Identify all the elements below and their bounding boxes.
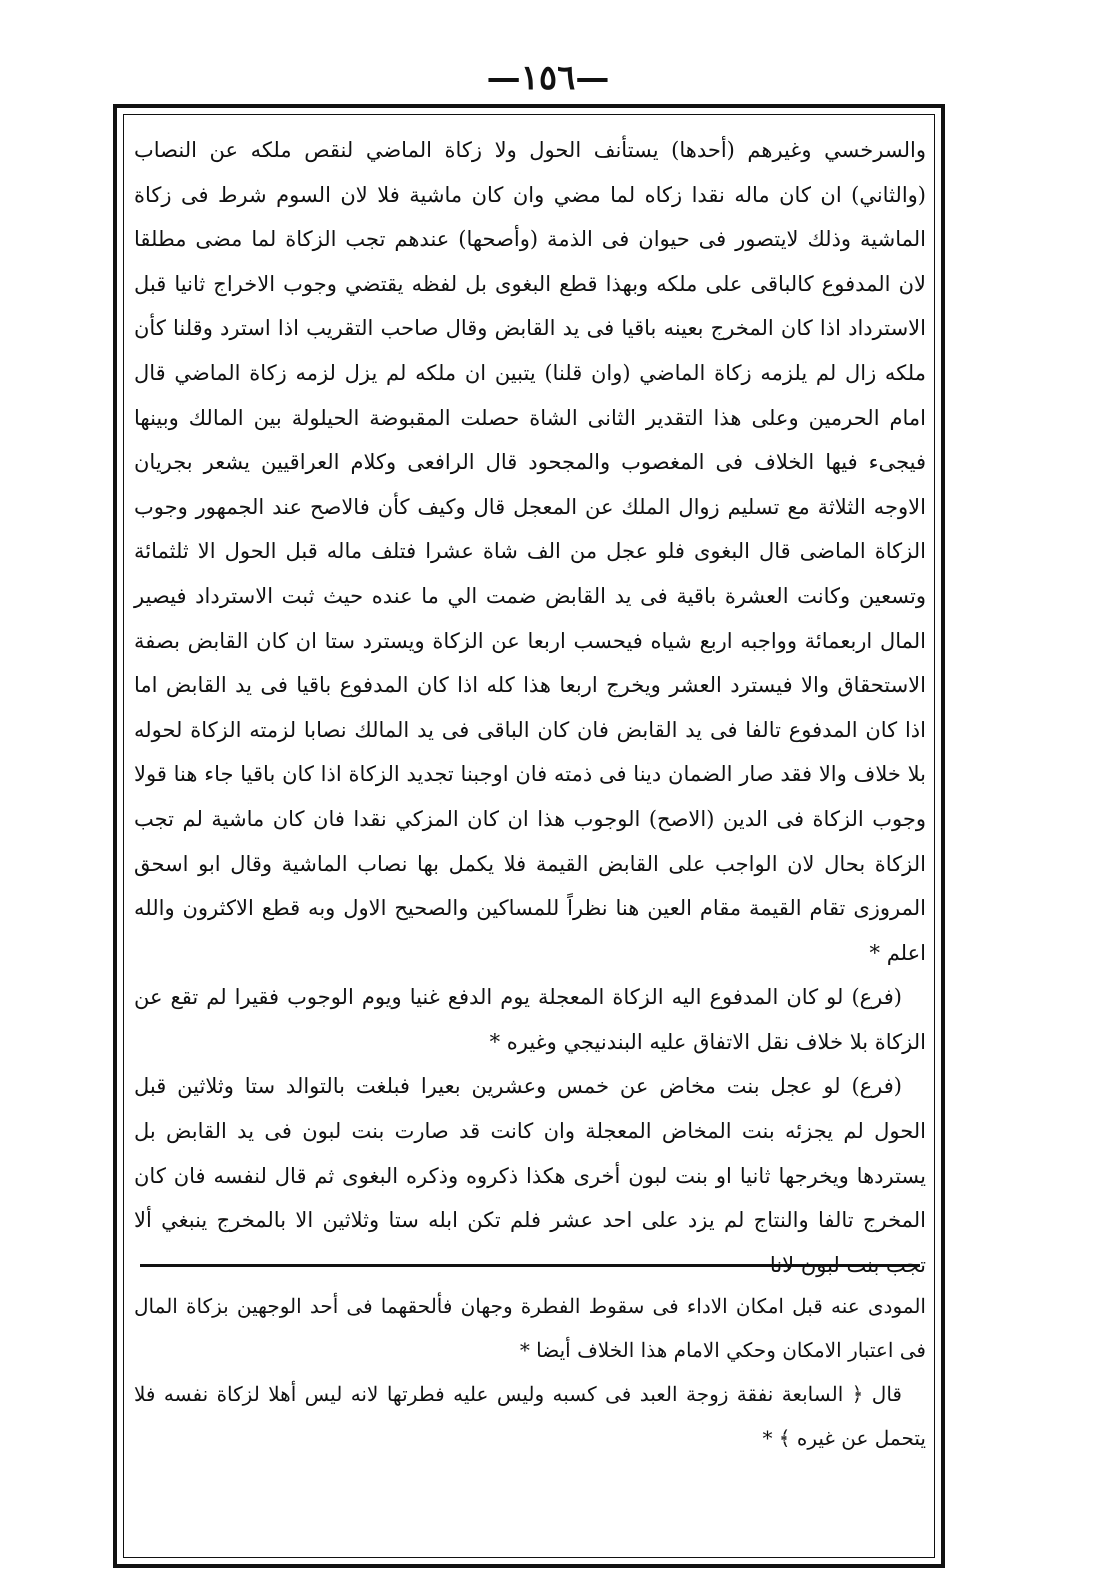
main-text — [134, 128, 926, 1287]
main-paragraph: (فرع) لو كان المدفوع اليه الزكاة المعجلة يوم الدفع غنيا ويوم الوجوب فقيرا لم تقع عن الزكاة بلا خلاف نقل الاتفاق عليه البندنيجي وغيره * — [134, 985, 926, 1054]
footnote — [134, 1284, 926, 1460]
page-number: —١٥٦— — [486, 58, 610, 98]
main-paragraph: والسرخسي وغيرهم (أحدها) يستأنف الحول ولا زكاة الماضي لنقص ملكه عن النصاب (والثاني) ان كان ماله نقدا زكاه لما مضي وان كان ماشية فلا لان السوم شرط فى زكاة الماشية وذلك لايتصور فى حيوان فى الذمة (وأصحها) عندهم تجب الزكاة لما مضى مطلقا لان المدفوع كالباقى على ملكه وبهذا قطع البغوى بل لفظه يقتضي وجوب الاخراج ثانيا قبل الاسترداد اذا كان المخرج بعينه باقيا فى يد القابض وقال صاحب التقريب اذا استرد وقلنا كأن ملكه زال لم يلزمه زكاة الماضي (وان قلنا) يتبين ان ملكه لم يزل لزمه زكاة الماضي قال امام الحرمين وعلى هذا التقدير الثانى الشاة حصلت المقبوضة الحيلولة بين المالك وبينها فيجىء فيها الخلاف فى المغصوب والمجحود قال الرافعى وكلام العراقيين يشعر بجريان الاوجه الثلاثة مع تسليم زوال الملك عن المعجل قال وكيف كأن فالاصح عند الجمهور وجوب الزكاة الماضى قال البغوى فلو عجل من الف شاة عشرا فتلف ماله قبل الحول الا ثلثمائة وتسعين وكانت العشرة باقية فى يد القابض ضمت الي ما عنده حيث ثبت الاسترداد فيصير المال اربعمائة وواجبه اربع شياه فيحسب اربعا عن الزكاة ويسترد ستا ان كان القابض بصفة الاستحقاق والا فيسترد العشر ويخرج اربعا هذا كله اذا كان المدفوع باقيا فى يد القابض اما اذا كان المدفوع تالفا فى يد القابض فان كان الباقى فى يد المالك نصابا لزمته الزكاة لحوله بلا خلاف والا فقد صار الضمان دينا فى ذمته فان اوجبنا تجديد الزكاة اذا كان باقيا جاء هنا قولا وجوب الزكاة فى الدين (الاصح) الوجوب هذا ان كان المزكي نقدا فان كان ماشية لم تجب الزكاة بحال لان الواجب على القابض القيمة فلا يكمل بها نصاب الماشية وقال ابو اسحق المروزى تقام القيمة مقام العين هنا نظراً للمساكين والصحيح الاول وبه قطع الاكثرون والله اعلم * — [134, 138, 926, 965]
main-paragraph: (فرع) لو عجل بنت مخاض عن خمس وعشرين بعيرا فبلغت بالتوالد ستا وثلاثين قبل الحول لم يجزئه بنت المخاض المعجلة وان كانت قد صارت بنت لبون فى يد القابض بل يستردها ويخرجها ثانيا او بنت لبون أخرى هكذا ذكروه وذكره البغوى ثم قال لنفسه فان كان المخرج تالفا والنتاج لم يزد على احد عشر فلم تكن ابله ستا وثلاثين الا بالمخرج ينبغي ألا تجب بنت لبون لانا — [134, 1074, 926, 1277]
footnote-paragraph: قال ﴿ السابعة نفقة زوجة العبد فى كسبه وليس عليه فطرتها لانه ليس أهلا لزكاة نفسه فلا يتحمل عن غيره ﴾ * — [134, 1382, 926, 1450]
footnote-divider — [140, 1264, 920, 1267]
footnote-paragraph: المودى عنه قبل امكان الاداء فى سقوط الفطرة وجهان فألحقهما فى أحد الوجهين بزكاة المال فى اعتبار الامكان وحكي الامام هذا الخلاف أيضا * — [134, 1294, 926, 1362]
